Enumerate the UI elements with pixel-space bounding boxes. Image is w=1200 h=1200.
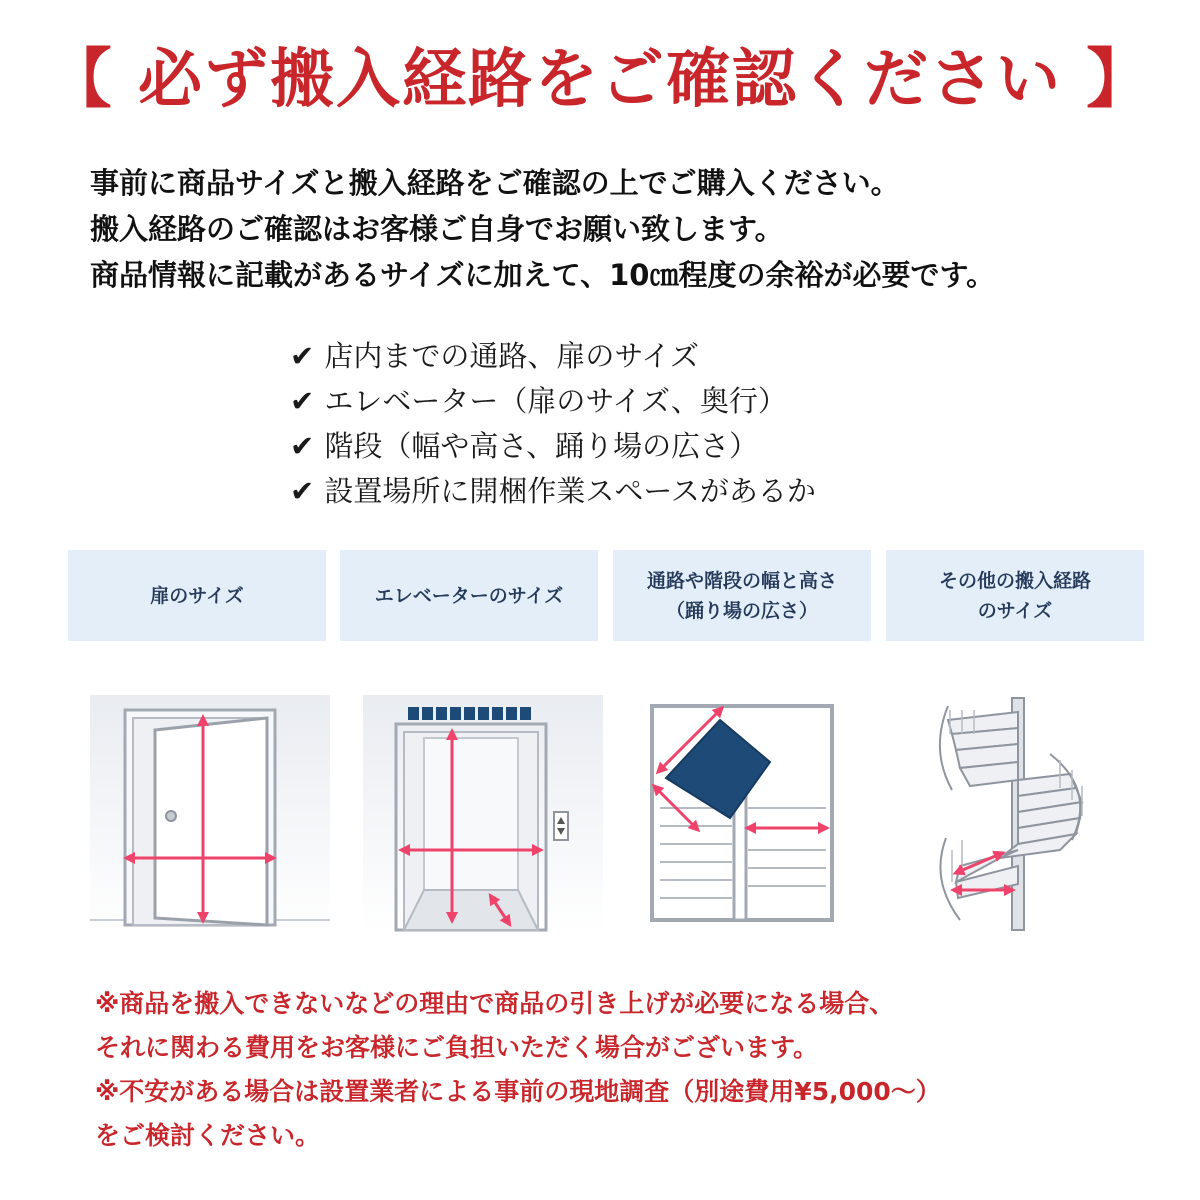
checklist-item [290,424,816,469]
check-icon: ✔ [290,474,315,508]
elevator-icon [358,690,608,940]
label-elevator-size: エレベーターのサイズ [340,550,598,641]
label-door-size: 扉のサイズ [68,550,326,641]
checklist [290,334,816,514]
door-icon [85,690,335,940]
label-stairs-size: 通路や階段の幅と高さ （踊り場の広さ） [613,550,871,641]
stairs-corridor-icon [630,690,880,940]
checklist-item [290,334,816,379]
spiral-staircase-icon [900,690,1150,940]
intro-line: 搬入経路のご確認はお客様ご自身でお願い致します。 [90,212,784,246]
intro-line: 事前に商品サイズと搬入経路をご確認の上でご購入ください。 [90,166,900,200]
checklist-item [290,379,816,424]
checklist-item-label: 階段（幅や高さ、踊り場の広さ） [324,429,759,463]
checklist-item-label: 店内までの通路、扉のサイズ [324,339,699,373]
intro-text [90,160,1170,298]
check-icon: ✔ [290,339,315,373]
note-line: それに関わる費用をお客様にご負担いただく場合がございます。 [95,1033,819,1062]
check-icon: ✔ [290,429,315,463]
intro-line: 商品情報に記載があるサイズに加えて、10㎝程度の余裕が必要です。 [90,258,996,292]
checklist-item [290,469,816,514]
category-labels [68,550,1144,641]
notes [95,982,1175,1158]
note-line: ※不安がある場合は設置業者による事前の現地調査（別途費用¥5,000〜） [95,1077,941,1106]
checklist-item-label: エレベーター（扉のサイズ、奥行） [324,384,787,418]
note-line: をご検討ください。 [95,1121,321,1150]
label-other-route-size: その他の搬入経路 のサイズ [886,550,1144,641]
note-line: ※商品を搬入できないなどの理由で商品の引き上げが必要になる場合、 [95,989,895,1018]
page-title: 【 必ず搬入経路をご確認ください 】 [47,43,1153,117]
check-icon: ✔ [290,384,315,418]
checklist-item-label: 設置場所に開梱作業スペースがあるか [324,474,816,508]
